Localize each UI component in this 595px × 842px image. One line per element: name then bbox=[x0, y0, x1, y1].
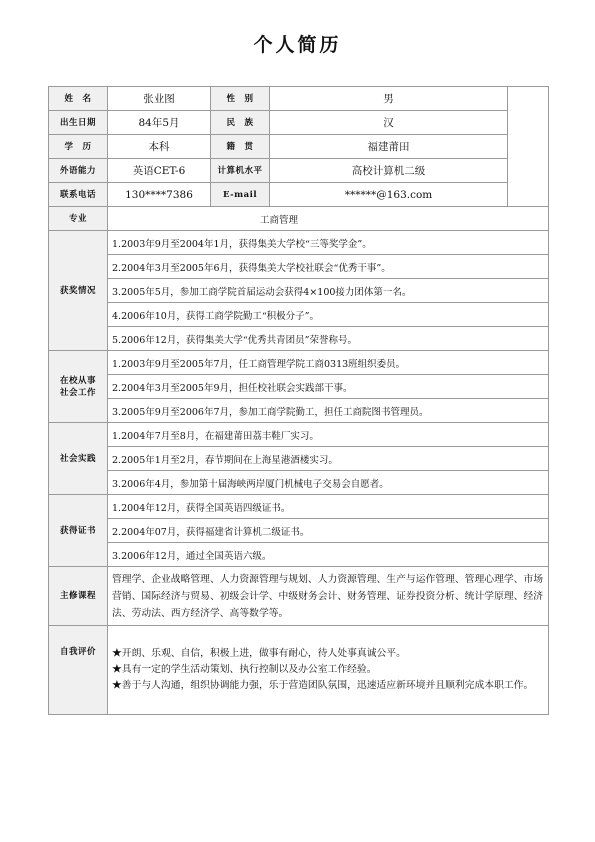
cert-item: 2.2004年07月，获得福建省计算机二级证书。 bbox=[108, 519, 549, 543]
row-campus bbox=[49, 351, 549, 375]
birth-value: 84年5月 bbox=[108, 111, 211, 135]
award-item: 3.2005年5月，参加工商学院首届运动会获得4×100接力团体第一名。 bbox=[108, 279, 549, 303]
language-value: 英语CET-6 bbox=[108, 159, 211, 183]
row-campus bbox=[49, 399, 549, 423]
practice-item: 2.2005年1月至2月，春节期间在上海星港酒楼实习。 bbox=[108, 447, 549, 471]
courses-label: 主修课程 bbox=[49, 567, 108, 626]
practice-item: 1.2004年7月至8月，在福建莆田荔丰鞋厂实习。 bbox=[108, 423, 549, 447]
ethnic-label: 民 族 bbox=[211, 111, 270, 135]
practice-label: 社会实践 bbox=[49, 423, 108, 495]
birth-label: 出生日期 bbox=[49, 111, 108, 135]
language-label: 外语能力 bbox=[49, 159, 108, 183]
row-award bbox=[49, 303, 549, 327]
computer-label: 计算机水平 bbox=[211, 159, 270, 183]
resume-table bbox=[48, 86, 549, 715]
evaluation-text bbox=[108, 626, 549, 715]
award-item: 2.2004年3月至2005年6月，获得集美大学校社联会“优秀干事”。 bbox=[108, 255, 549, 279]
page-title: 个人简历 bbox=[253, 34, 342, 56]
campus-label-line2: 社会工作 bbox=[59, 387, 96, 398]
evaluation-label: 自我评价 bbox=[49, 626, 108, 715]
award-item: 4.2006年10月，获得工商学院勤工“积极分子”。 bbox=[108, 303, 549, 327]
row-courses bbox=[49, 567, 549, 626]
row-award bbox=[49, 327, 549, 351]
row-education bbox=[49, 135, 549, 159]
row-award bbox=[49, 279, 549, 303]
row-award bbox=[49, 231, 549, 255]
photo-area bbox=[508, 87, 549, 207]
phone-label: 联系电话 bbox=[49, 183, 108, 207]
computer-value: 高校计算机二级 bbox=[270, 159, 508, 183]
cert-item: 1.2004年12月，获得全国英语四级证书。 bbox=[108, 495, 549, 519]
cert-item: 3.2006年12月，通过全国英语六级。 bbox=[108, 543, 549, 567]
row-cert bbox=[49, 519, 549, 543]
gender-label: 性 别 bbox=[211, 87, 270, 111]
row-birth bbox=[49, 111, 549, 135]
row-practice bbox=[49, 471, 549, 495]
name-label: 姓 名 bbox=[49, 87, 108, 111]
name-value: 张业图 bbox=[108, 87, 211, 111]
major-value: 工商管理 bbox=[108, 207, 549, 231]
origin-value: 福建莆田 bbox=[270, 135, 508, 159]
row-evaluation bbox=[49, 626, 549, 715]
row-name bbox=[49, 87, 549, 111]
education-label: 学 历 bbox=[49, 135, 108, 159]
campus-label-line1: 在校从事 bbox=[59, 375, 96, 386]
gender-value: 男 bbox=[270, 87, 508, 111]
row-contact bbox=[49, 183, 549, 207]
education-value: 本科 bbox=[108, 135, 211, 159]
campus-item: 2.2004年3月至2005年9月，担任校社联会实践部干事。 bbox=[108, 375, 549, 399]
row-campus bbox=[49, 375, 549, 399]
awards-label: 获奖情况 bbox=[49, 231, 108, 351]
courses-text: 管理学、企业战略管理、人力资源管理与规划、人力资源管理、生产与运作管理、管理心理学、市场营销、国际经济与贸易、初级会计学、中级财务会计、财务管理、证券投资分析、统计学原理、经济法、劳动法、西方经济学、高等数学等。 bbox=[108, 567, 549, 626]
row-cert bbox=[49, 495, 549, 519]
campus-label bbox=[49, 351, 108, 423]
award-item: 1.2003年9月至2004年1月，获得集美大学校“三等奖学金”。 bbox=[108, 231, 549, 255]
phone-value: 130****7386 bbox=[108, 183, 211, 207]
campus-item: 1.2003年9月至2005年7月，任工商管理学院工商0313班组织委员。 bbox=[108, 351, 549, 375]
evaluation-line: ★具有一定的学生活动策划、执行控制以及办公室工作经验。 bbox=[112, 664, 377, 675]
award-item: 5.2006年12月，获得集美大学“优秀共青团员”荣誉称号。 bbox=[108, 327, 549, 351]
row-cert bbox=[49, 543, 549, 567]
row-major bbox=[49, 207, 549, 231]
row-skills bbox=[49, 159, 549, 183]
row-practice bbox=[49, 447, 549, 471]
email-value: ******@163.com bbox=[270, 183, 508, 207]
evaluation-line: ★善于与人沟通，组织协调能力强，乐于营造团队氛围，迅速适应新环境并且顺利完成本职工作。 bbox=[112, 680, 534, 691]
origin-label: 籍 贯 bbox=[211, 135, 270, 159]
row-award bbox=[49, 255, 549, 279]
row-practice bbox=[49, 423, 549, 447]
email-label: E-mail bbox=[211, 183, 270, 207]
evaluation-line: ★开朗、乐观、自信，积极上进，做事有耐心，待人处事真诚公平。 bbox=[112, 648, 406, 659]
ethnic-value: 汉 bbox=[270, 111, 508, 135]
certs-label: 获得证书 bbox=[49, 495, 108, 567]
major-label: 专业 bbox=[49, 207, 108, 231]
campus-item: 3.2005年9月至2006年7月，参加工商学院勤工，担任工商院图书管理员。 bbox=[108, 399, 549, 423]
practice-item: 3.2006年4月，参加第十届海峡两岸厦门机械电子交易会自愿者。 bbox=[108, 471, 549, 495]
